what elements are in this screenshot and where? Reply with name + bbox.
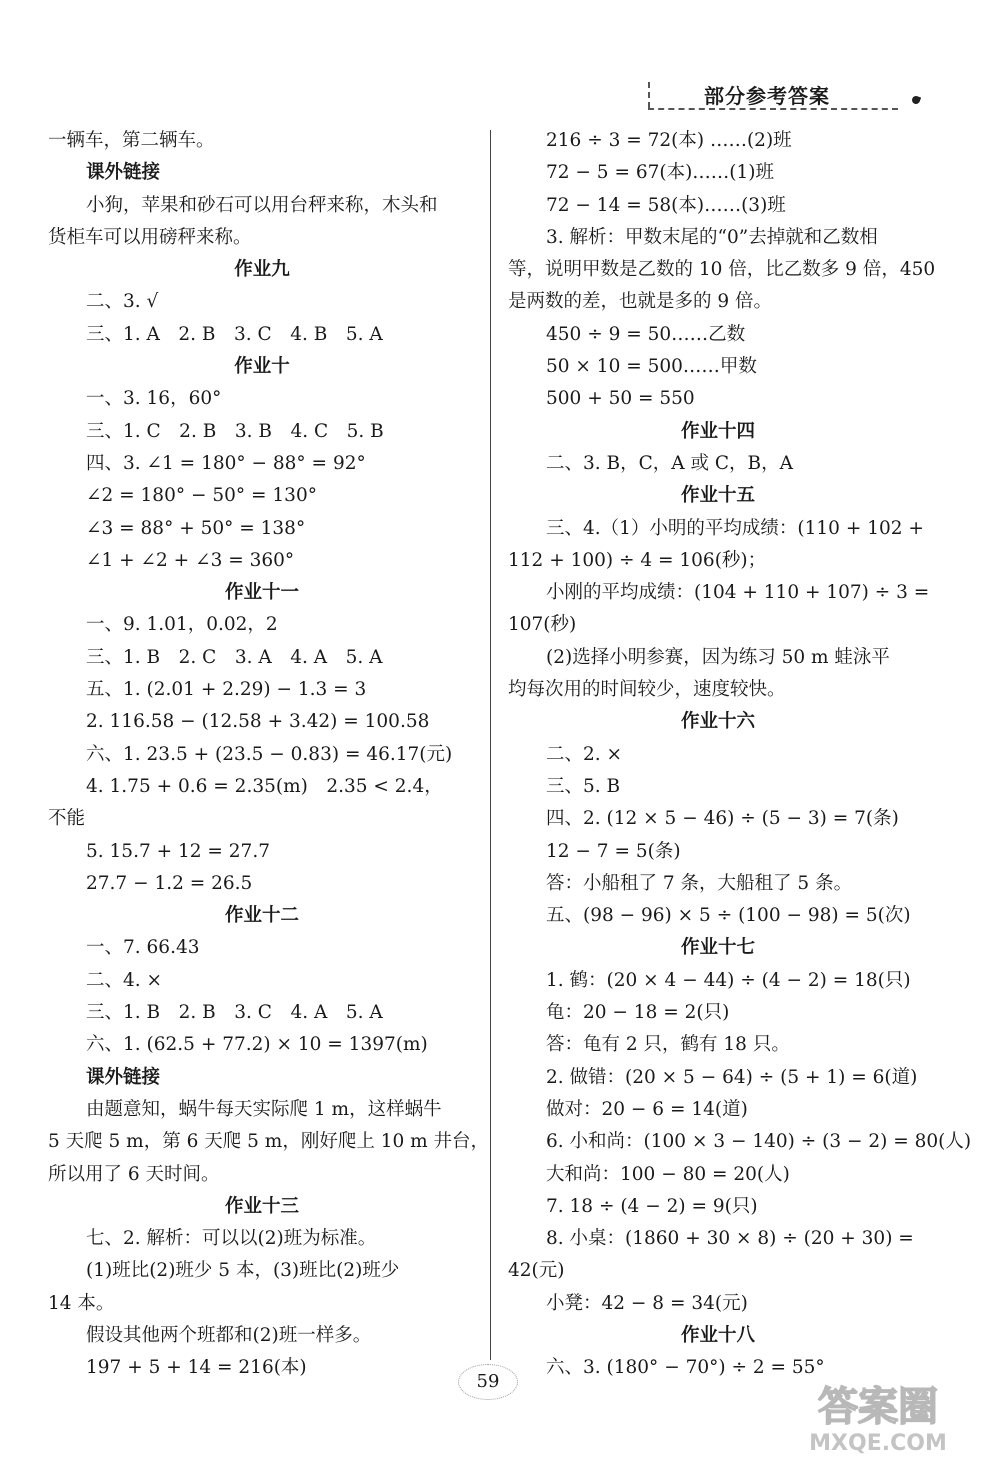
answer-line: 小凳：42 − 8 = 34(元) — [546, 1292, 748, 1314]
answer-line: 1. 鹤：(20 × 4 − 44) ÷ (4 − 2) = 18(只) — [546, 969, 911, 991]
answer-line: 7. 18 ÷ (4 − 2) = 9(只) — [546, 1195, 758, 1217]
answer-line: 货柜车可以用磅秤来称。 — [48, 226, 252, 248]
answer-line: 答：小船租了 7 条，大船租了 5 条。 — [546, 872, 853, 894]
section-heading: 作业十五 — [680, 485, 755, 507]
answer-line: 42(元) — [508, 1260, 565, 1282]
answer-line: 做对：20 − 6 = 14(道) — [546, 1098, 748, 1120]
answer-line: 72 − 5 = 67(本)……(1)班 — [546, 162, 775, 184]
answer-line: 三、1. B 2. C 3. A 4. A 5. A — [86, 646, 383, 668]
header-divider — [648, 82, 650, 108]
answer-line: 不能 — [48, 808, 86, 830]
answer-line: 一、9. 1.01，0.02，2 — [86, 614, 278, 636]
answer-line: 一、7. 66.43 — [86, 937, 200, 959]
answer-line: 课外链接 — [86, 162, 161, 184]
corner-mark — [911, 95, 921, 105]
answer-line: 4. 1.75 + 0.6 = 2.35(m) 2.35 < 2.4， — [86, 775, 443, 797]
answer-line: 等，说明甲数是乙数的 10 倍，比乙数多 9 倍，450 — [508, 259, 936, 281]
answer-line: 答：龟有 2 只，鹤有 18 只。 — [546, 1034, 790, 1056]
answer-line: 三、1. B 2. B 3. C 4. A 5. A — [86, 1002, 383, 1024]
answer-line: 5. 15.7 + 12 = 27.7 — [86, 840, 270, 862]
page-number: 59 — [458, 1364, 518, 1400]
section-heading: 作业十一 — [224, 582, 299, 604]
answer-line: 均每次用的时间较少，速度较快。 — [508, 679, 786, 701]
answer-line: 六、1. (62.5 + 77.2) × 10 = 1397(m) — [86, 1034, 428, 1056]
answer-line: ∠2 = 180° − 50° = 130° — [86, 485, 317, 507]
answer-line: 龟：20 − 18 = 2(只) — [546, 1002, 730, 1024]
answer-line: 是两数的差，也就是多的 9 倍。 — [508, 291, 773, 313]
answer-line: 三、4.（1）小明的平均成绩：(110 + 102 + — [546, 517, 924, 539]
answer-line: 450 ÷ 9 = 50……乙数 — [546, 323, 746, 345]
answer-line: ∠3 = 88° + 50° = 138° — [86, 517, 306, 539]
answer-line: ∠1 + ∠2 + ∠3 = 360° — [86, 549, 295, 571]
right-column — [508, 125, 972, 1385]
answer-line: 12 − 7 = 5(条) — [546, 840, 681, 862]
answer-line: 四、2. (12 × 5 − 46) ÷ (5 − 3) = 7(条) — [546, 808, 899, 830]
section-heading: 作业十二 — [224, 905, 299, 927]
section-heading: 作业十 — [234, 356, 290, 378]
answer-line: 七、2. 解析：可以以(2)班为标准。 — [86, 1228, 377, 1250]
answer-line: 六、3. (180° − 70°) ÷ 2 = 55° — [546, 1357, 825, 1379]
answer-line: 14 本。 — [48, 1292, 115, 1314]
answer-line: 假设其他两个班都和(2)班一样多。 — [86, 1324, 372, 1346]
answer-line: 27.7 − 1.2 = 26.5 — [86, 872, 253, 894]
answer-line: 2. 做错：(20 × 5 − 64) ÷ (5 + 1) = 6(道) — [546, 1066, 918, 1088]
answer-line: 小刚的平均成绩：(104 + 110 + 107) ÷ 3 = — [546, 582, 930, 604]
answer-line: 二、3. B，C，A 或 C，B，A — [546, 452, 794, 474]
answer-line: 二、3. √ — [86, 291, 159, 313]
watermark-text: 答案圈 — [818, 1384, 938, 1430]
answer-line: 小狗，苹果和砂石可以用台秤来称，木头和 — [86, 194, 438, 216]
section-heading: 作业十八 — [680, 1324, 755, 1346]
answer-line: 二、4. × — [86, 969, 163, 991]
left-column — [48, 125, 490, 1385]
answer-line: 六、1. 23.5 + (23.5 − 0.83) = 46.17(元) — [86, 743, 453, 765]
answer-line: 大和尚：100 − 80 = 20(人) — [546, 1163, 790, 1185]
answer-line: 2. 116.58 − (12.58 + 3.42) = 100.58 — [86, 711, 430, 733]
answer-line: 所以用了 6 天时间。 — [48, 1163, 220, 1185]
answer-line: 3. 解析：甲数末尾的“0”去掉就和乙数相 — [546, 226, 878, 248]
section-heading: 作业十七 — [680, 937, 755, 959]
answer-line: 6. 小和尚：(100 × 3 − 140) ÷ (3 − 2) = 80(人) — [546, 1131, 972, 1153]
answer-line: 5 天爬 5 m，第 6 天爬 5 m，刚好爬上 10 m 井台， — [48, 1131, 490, 1153]
watermark-url: MXQE.COM — [809, 1431, 947, 1456]
section-heading: 作业十四 — [680, 420, 755, 442]
answer-line: 五、1. (2.01 + 2.29) − 1.3 = 3 — [86, 679, 367, 701]
answer-line: 一、3. 16，60° — [86, 388, 222, 410]
answer-line: 三、5. B — [546, 775, 621, 797]
answer-line: 50 × 10 = 500……甲数 — [546, 356, 757, 378]
answer-line: 二、2. × — [546, 743, 623, 765]
section-heading: 作业十三 — [224, 1195, 299, 1217]
section-heading: 作业十六 — [680, 711, 755, 733]
answer-line: (1)班比(2)班少 5 本，(3)班比(2)班少 — [86, 1260, 400, 1282]
header-title: 部分参考答案 — [704, 84, 830, 108]
answer-line: 216 ÷ 3 = 72(本) ……(2)班 — [546, 130, 792, 151]
answer-line: 三、1. C 2. B 3. B 4. C 5. B — [86, 420, 384, 442]
page-header — [648, 78, 898, 110]
answer-line: 四、3. ∠1 = 180° − 88° = 92° — [86, 452, 366, 474]
answer-line: 72 − 14 = 58(本)……(3)班 — [546, 194, 786, 216]
answer-line: 五、(98 − 96) × 5 ÷ (100 − 98) = 5(次) — [546, 905, 911, 927]
answer-line: 一辆车，第二辆车。 — [48, 130, 215, 151]
answer-line: 197 + 5 + 14 = 216(本) — [86, 1357, 307, 1379]
answer-line: 三、1. A 2. B 3. C 4. B 5. A — [86, 323, 383, 345]
column-divider — [490, 130, 491, 1360]
answer-line: 112 + 100) ÷ 4 = 106(秒)； — [508, 549, 767, 571]
watermark-logo — [788, 1376, 968, 1456]
answer-line: 107(秒) — [508, 614, 577, 636]
answer-line: 由题意知，蜗牛每天实际爬 1 m，这样蜗牛 — [86, 1098, 442, 1120]
answer-line: 8. 小桌：(1860 + 30 × 8) ÷ (20 + 30) = — [546, 1228, 914, 1250]
section-heading: 作业九 — [234, 259, 290, 281]
answer-line: (2)选择小明参赛，因为练习 50 m 蛙泳平 — [546, 646, 890, 668]
answer-line: 课外链接 — [86, 1066, 161, 1088]
answer-line: 500 + 50 = 550 — [546, 388, 695, 410]
